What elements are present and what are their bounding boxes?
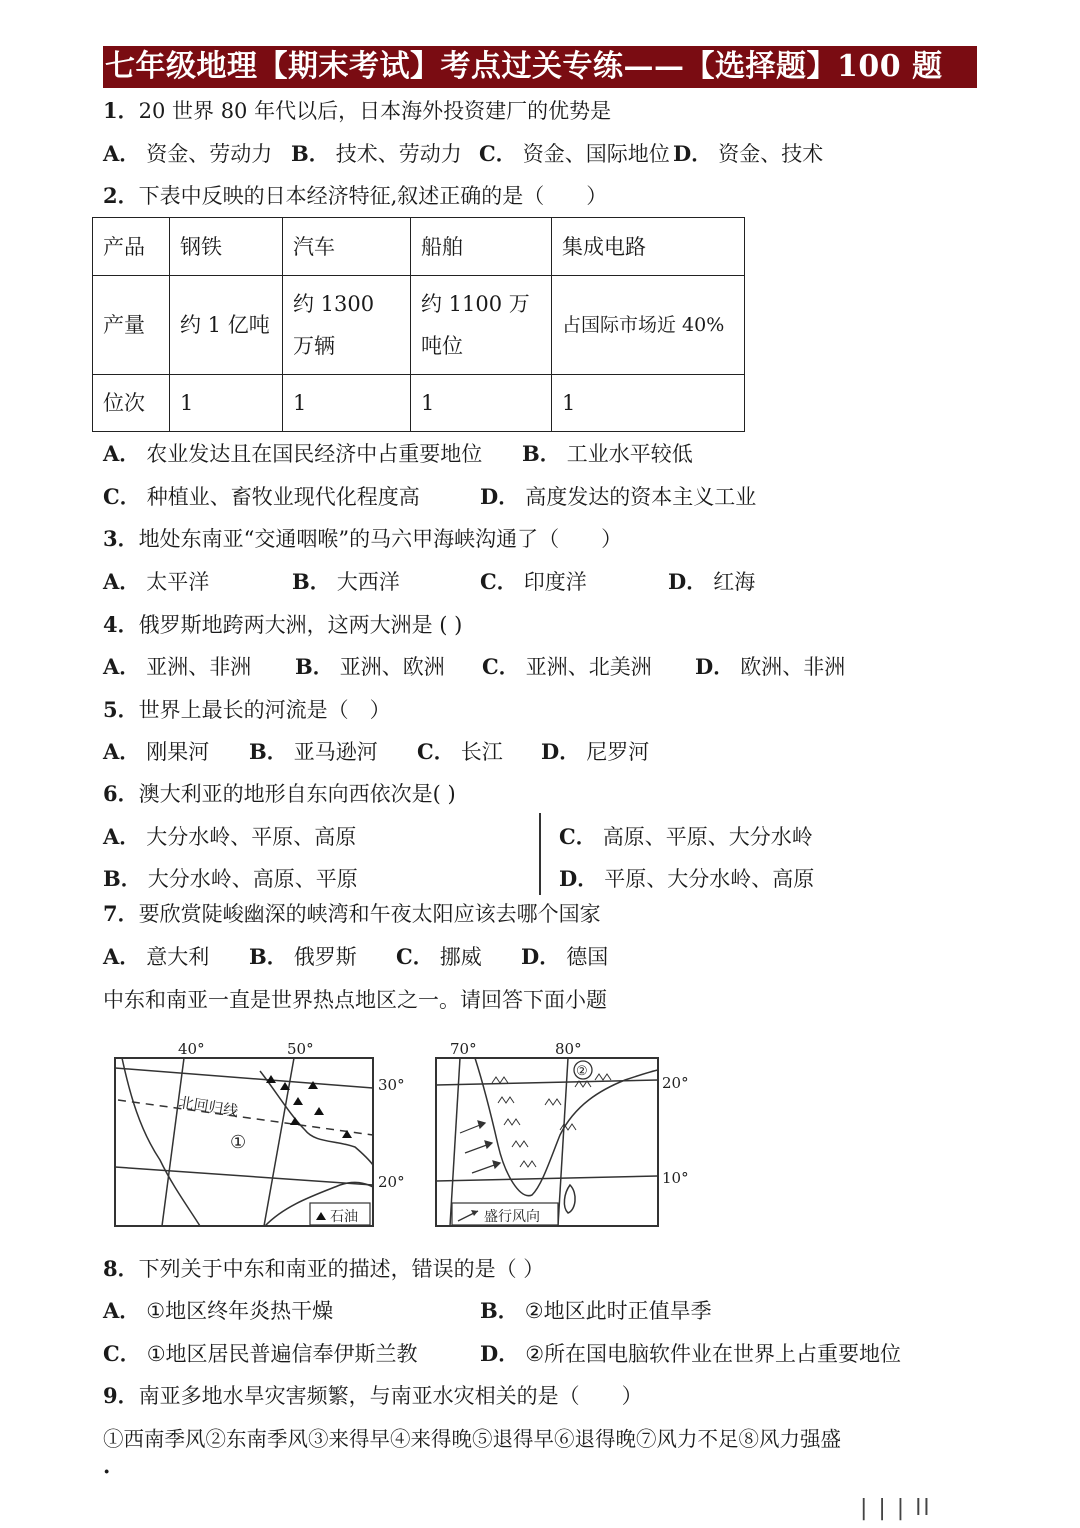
question-number: 1． <box>103 98 139 123</box>
tropic-label: 北回归线 <box>177 1093 240 1121</box>
latitude-label: 10° <box>662 1169 689 1187</box>
table-header-cell: 产品 <box>93 218 170 276</box>
latitude-label: 20° <box>378 1173 405 1191</box>
trailing-mark: · <box>103 1459 111 1484</box>
question-5 <box>103 696 391 724</box>
table-cell: 约 1100 万吨位 <box>411 276 552 375</box>
option-b: B． 亚马逊河 <box>249 739 378 764</box>
longitude-label: 70° <box>450 1040 477 1058</box>
option-d: D． ②所在国电脑软件业在世界上占重要地位 <box>480 1341 902 1366</box>
option-d: D． 欧洲、非洲 <box>695 654 846 679</box>
table-cell: 占国际市场近 40% <box>552 276 745 375</box>
question-6 <box>103 780 456 808</box>
table-cell: 1 <box>411 375 552 432</box>
question-text: 要欣赏陡峻幽深的峡湾和午夜太阳应该去哪个国家 <box>138 902 601 926</box>
question-text: 20 世界 80 年代以后，日本海外投资建厂的优势是 <box>138 99 612 123</box>
option-c: C． ①地区居民普遍信奉伊斯兰教 <box>103 1341 418 1366</box>
question-number: 2． <box>103 183 139 208</box>
question-number: 6． <box>103 781 139 806</box>
longitude-label: 80° <box>555 1040 582 1058</box>
option-b: B． ②地区此时正值旱季 <box>480 1298 712 1323</box>
table-row <box>93 276 745 375</box>
option-d: D． 平原、大分水岭、高原 <box>559 866 815 891</box>
question-number: 5． <box>103 697 139 722</box>
question-7 <box>103 900 601 928</box>
economy-table <box>92 217 745 432</box>
middle-east-map <box>115 1040 405 1226</box>
option-b: B． 俄罗斯 <box>249 944 357 969</box>
legend-oil: 石油 <box>330 1209 358 1225</box>
option-b: B． 技术、劳动力 <box>291 141 462 166</box>
question-text: 下表中反映的日本经济特征,叙述正确的是（ ） <box>138 184 608 208</box>
option-c: C． 资金、国际地位 <box>479 141 670 166</box>
question-1 <box>103 97 611 125</box>
option-a: A． 大分水岭、平原、高原 <box>103 824 357 849</box>
mountain-symbols <box>492 1074 611 1167</box>
table-header-cell: 船舶 <box>411 218 552 276</box>
question-number: 3． <box>103 526 139 551</box>
option-b: B． 亚洲、欧洲 <box>295 654 445 679</box>
question-9 <box>103 1382 643 1410</box>
option-d: D． 高度发达的资本主义工业 <box>480 484 757 509</box>
table-cell: 1 <box>552 375 745 432</box>
question-3 <box>103 525 622 553</box>
section-intro: 中东和南亚一直是世界热点地区之一。请回答下面小题 <box>103 988 607 1012</box>
option-b: B． 工业水平较低 <box>522 441 693 466</box>
option-c: C． 亚洲、北美洲 <box>482 654 652 679</box>
longitude-label: 50° <box>287 1040 314 1058</box>
page-title-banner: 七年级地理【期末考试】考点过关专练——【选择题】100 题 <box>103 46 977 88</box>
question-text: 地处东南亚“交通咽喉”的马六甲海峡沟通了（ ） <box>138 527 623 551</box>
option-d: D． 尼罗河 <box>541 739 650 764</box>
question-number: 8． <box>103 1256 139 1281</box>
option-c: C． 印度洋 <box>480 569 587 594</box>
option-a: A． 资金、劳动力 <box>103 141 273 166</box>
option-a: A． ①地区终年炎热干燥 <box>103 1298 334 1323</box>
option-c: C． 高原、平原、大分水岭 <box>559 824 813 849</box>
option-c: C． 长江 <box>417 739 503 764</box>
option-a: A． 意大利 <box>103 944 210 969</box>
question-text: 澳大利亚的地形自东向西依次是( ) <box>138 782 456 806</box>
table-cell: 位次 <box>93 375 170 432</box>
table-cell: 约 1 亿吨 <box>170 276 283 375</box>
table-cell: 约 1300 万辆 <box>283 276 411 375</box>
question-text: 下列关于中东和南亚的描述，错误的是（ ） <box>138 1257 545 1281</box>
table-row <box>93 375 745 432</box>
question-text: 南亚多地水旱灾害频繁，与南亚水灾相关的是（ ） <box>138 1384 643 1408</box>
south-asia-map <box>436 1040 689 1226</box>
question-9-items: ①西南季风②东南季风③来得早④来得晚⑤退得早⑥退得晚⑦风力不足⑧风力强盛 <box>103 1427 841 1451</box>
region-marker-2: ② <box>576 1064 588 1079</box>
column-divider <box>539 813 541 895</box>
question-text: 俄罗斯地跨两大洲，这两大洲是 ( ) <box>138 613 463 637</box>
option-a: A． 刚果河 <box>103 739 210 764</box>
legend-wind: 盛行风向 <box>484 1209 540 1225</box>
region-marker-1: ① <box>230 1132 247 1153</box>
option-d: D． 资金、技术 <box>673 141 824 166</box>
option-a: A． 太平洋 <box>103 569 210 594</box>
longitude-label: 40° <box>178 1040 205 1058</box>
question-number: 4． <box>103 612 139 637</box>
question-number: 7． <box>103 901 139 926</box>
option-a: A． 亚洲、非洲 <box>103 654 252 679</box>
table-cell: 1 <box>283 375 411 432</box>
option-c: C． 挪威 <box>396 944 482 969</box>
question-number: 9． <box>103 1383 139 1408</box>
option-c: C． 种植业、畜牧业现代化程度高 <box>103 484 420 509</box>
latitude-label: 30° <box>378 1076 405 1094</box>
option-d: D． 德国 <box>521 944 609 969</box>
oil-symbols <box>266 1075 352 1138</box>
question-8 <box>103 1255 544 1283</box>
option-b: B． 大西洋 <box>292 569 400 594</box>
viewer-toolbar-icons[interactable]: | | | ll <box>860 1496 932 1521</box>
table-row <box>93 218 745 276</box>
option-a: A． 农业发达且在国民经济中占重要地位 <box>103 441 483 466</box>
option-b: B． 大分水岭、高原、平原 <box>103 866 358 891</box>
table-cell: 产量 <box>93 276 170 375</box>
latitude-label: 20° <box>662 1074 689 1092</box>
question-2 <box>103 182 607 210</box>
option-d: D． 红海 <box>668 569 756 594</box>
table-header-cell: 钢铁 <box>170 218 283 276</box>
table-header-cell: 汽车 <box>283 218 411 276</box>
question-text: 世界上最长的河流是（ ） <box>138 698 391 722</box>
table-cell: 1 <box>170 375 283 432</box>
table-header-cell: 集成电路 <box>552 218 745 276</box>
question-4 <box>103 611 462 639</box>
region-maps <box>100 1035 720 1235</box>
